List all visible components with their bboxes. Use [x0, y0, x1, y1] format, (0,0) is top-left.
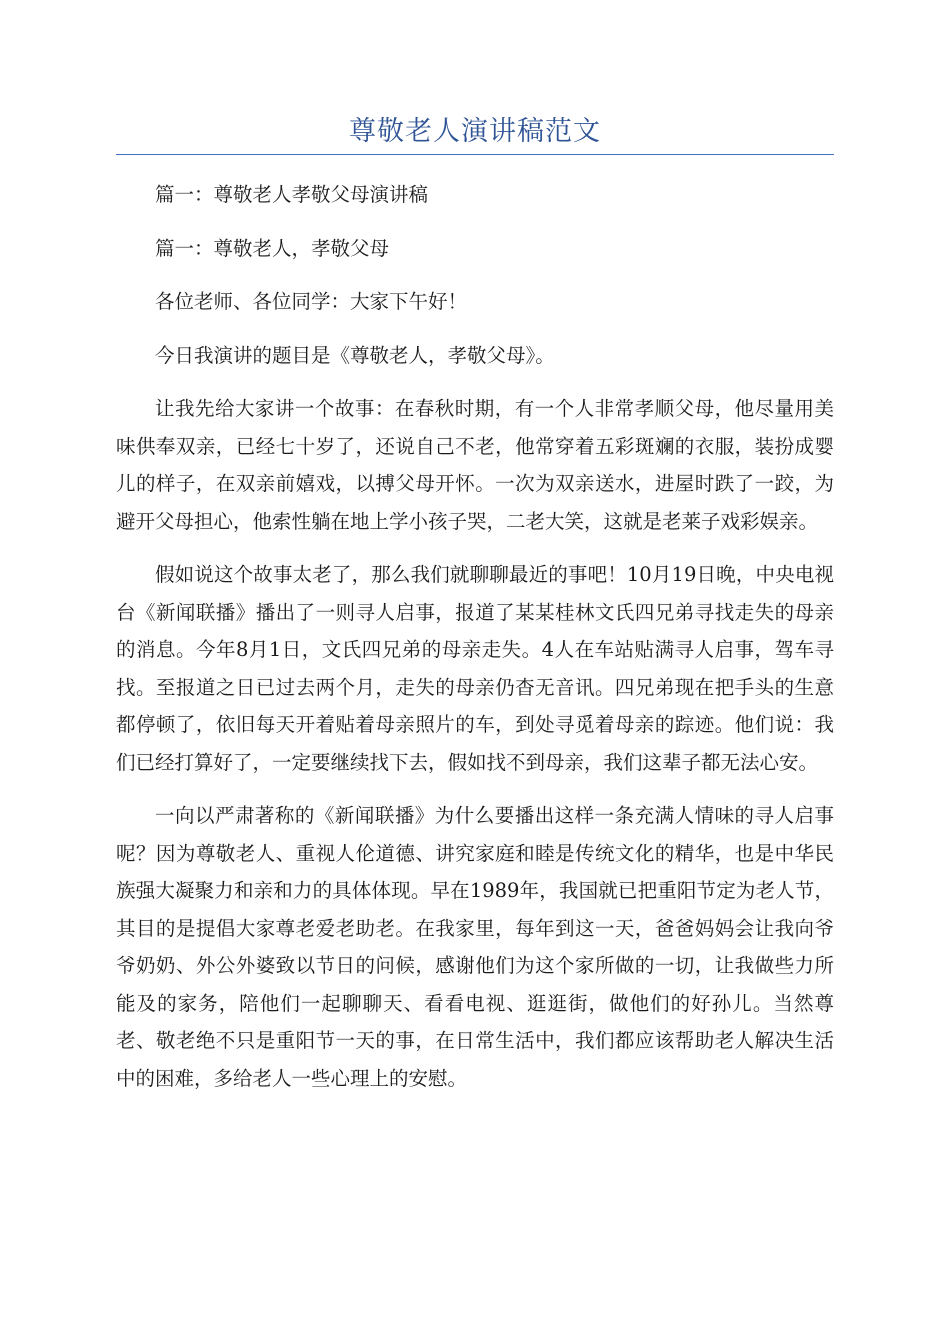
paragraph: 篇一：尊敬老人孝敬父母演讲稿: [155, 183, 429, 206]
paragraph: 篇一：尊敬老人，孝敬父母: [155, 236, 390, 260]
paragraph: 假如说这个故事太老了，那么我们就聊聊最近的事吧！10月19日晚，中央电视台《新闻联播》播出了一则寻人启事，报道了某某桂林文氏四兄弟寻找走失的母亲的消息。今年8月1日，文氏四兄弟的母亲走失。4人在车站贴满寻人启事，驾车寻找。至报道之日已过去两个月，走失的母亲仍杳无音讯。四兄弟现在把手头的生意都停顿了，依旧每天开着贴着母亲照片的车，到处寻觅着母亲的踪迹。他们说：我们已经打算好了，一定要继续找下去，假如找不到母亲，我们这辈子都无法心安。: [116, 563, 834, 774]
paragraph: 今日我演讲的题目是《尊敬老人，孝敬父母》。: [155, 343, 555, 367]
title-underline: [116, 154, 834, 155]
document-title: 尊敬老人演讲稿范文: [349, 116, 601, 147]
paragraph: 各位老师、各位同学：大家下午好！: [155, 290, 468, 313]
paragraph: 一向以严肃著称的《新闻联播》为什么要播出这样一条充满人情味的寻人启事呢？因为尊敬老人、重视人伦道德、讲究家庭和睦是传统文化的精华，也是中华民族强大凝聚力和亲和力的具体体现。早在1989年，我国就已把重阳节定为老人节，其目的是提倡大家尊老爱老助老。在我家里，每年到这一天，爸爸妈妈会让我向爷爷奶奶、外公外婆致以节日的问候，感谢他们为这个家所做的一切，让我做些力所能及的家务，陪他们一起聊聊天、看看电视、逛逛街，做他们的好孙儿。当然尊老、敬老绝不只是重阳节一天的事，在日常生活中，我们都应该帮助老人解决生活中的困难，多给老人一些心理上的安慰。: [116, 804, 834, 1090]
paragraph: 让我先给大家讲一个故事：在春秋时期，有一个人非常孝顺父母，他尽量用美味供奉双亲，已经七十岁了，还说自己不老，他常穿着五彩斑斓的衣服，装扮成婴儿的样子，在双亲前嬉戏，以搏父母开怀。一次为双亲送水，进屋时跌了一跤，为避开父母担心，他索性躺在地上学小孩子哭，二老大笑，这就是老莱子戏彩娱亲。: [116, 397, 834, 533]
document-body: [116, 176, 834, 1113]
